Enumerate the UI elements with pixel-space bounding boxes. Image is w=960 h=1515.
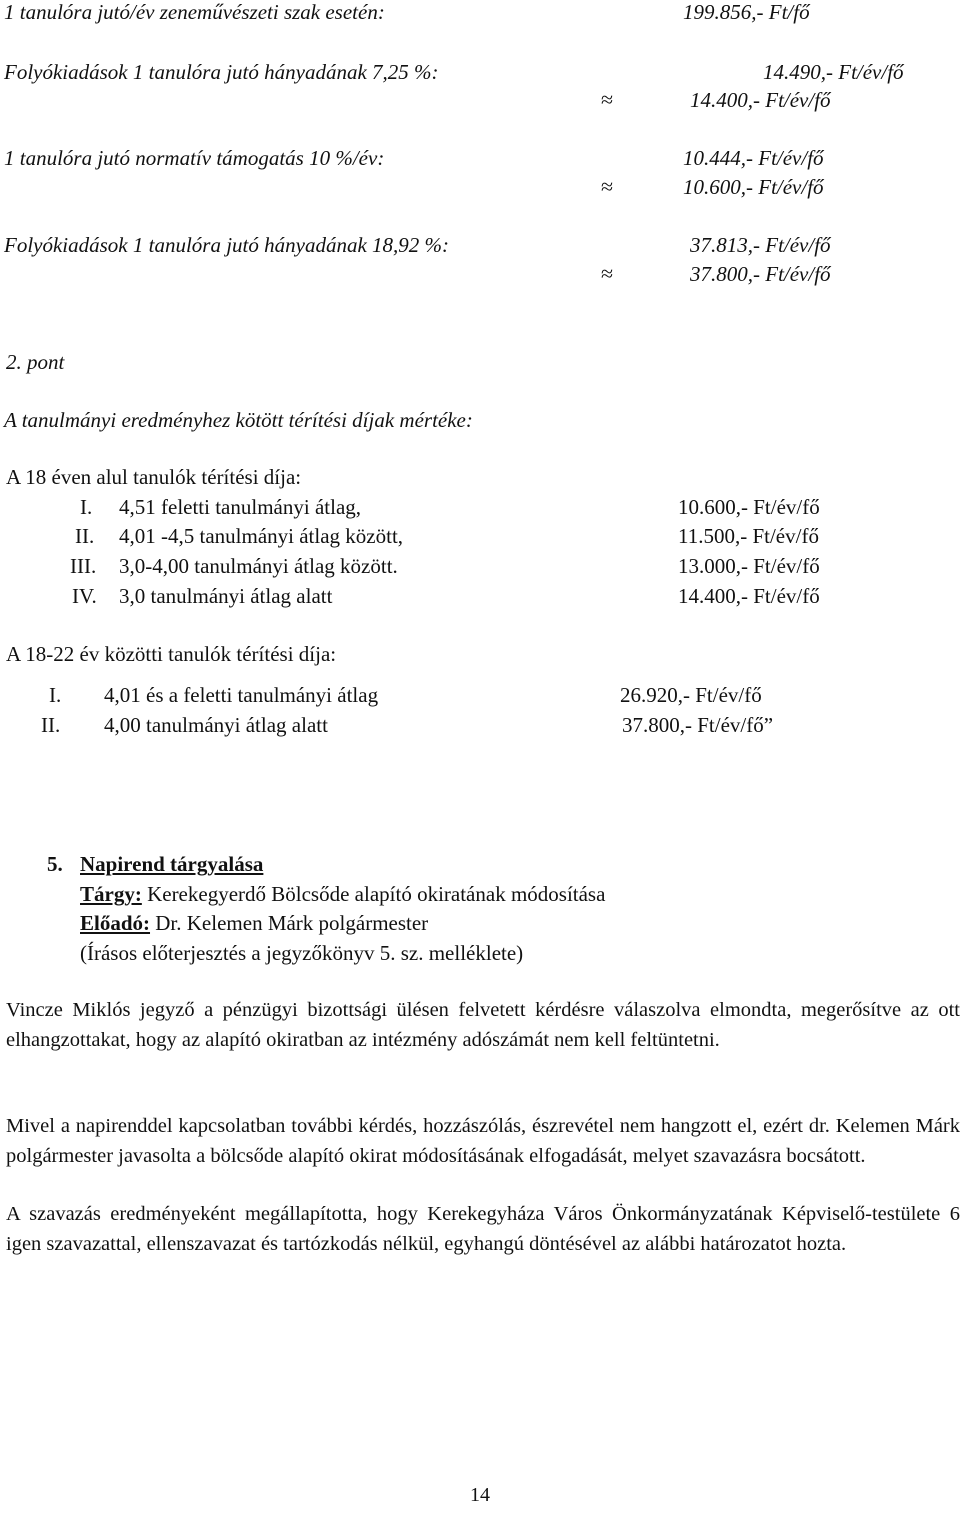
approx-symbol: ≈	[601, 174, 614, 199]
age18-22-row-value: 37.800,- Ft/év/fő”	[622, 713, 774, 737]
presenter-text: Dr. Kelemen Márk polgármester	[150, 911, 429, 935]
age18-22-label: A 18-22 év közötti tanulók térítési díja:	[6, 642, 337, 666]
approx-symbol: ≈	[601, 261, 614, 286]
under18-label: A 18 éven alul tanulók térítési díja:	[6, 465, 302, 489]
paragraph-1: Vincze Miklós jegyző a pénzügyi bizottsági ülésen felvetett kérdésre válaszolva elmondta, megerősítve az ott elhangzottakat, hogy az alapító okiratban az intézmény adószámát nem kell feltüntetni.	[6, 999, 960, 1051]
under18-row-value: 10.600,- Ft/év/fő	[678, 495, 820, 519]
calc-row3-label: 1 tanulóra jutó normatív támogatás 10 %/év:	[4, 146, 385, 170]
under18-row-num: III.	[70, 554, 97, 578]
under18-row-desc: 4,01 -4,5 tanulmányi átlag között,	[119, 524, 404, 548]
calc-row2-label: Folyókiadások 1 tanulóra jutó hányadának 7,25 %:	[4, 60, 439, 84]
paragraph-3: A szavazás eredményeként megállapította, hogy Kerekegyháza Város Önkormányzatának Képviselő-testülete 6 igen szavazattal, ellenszavazat és tartózkodás nélkül, egyhangú döntésével az alábbi határozatot hozta.	[6, 1203, 960, 1255]
under18-row-desc: 3,0-4,00 tanulmányi átlag között.	[119, 554, 398, 578]
calc-row2-value: 14.490,- Ft/év/fő	[763, 60, 904, 84]
page-number: 14	[470, 1484, 490, 1506]
under18-row-value: 13.000,- Ft/év/fő	[678, 554, 820, 578]
calc-row4-approx-value: 37.800,- Ft/év/fő	[690, 262, 831, 286]
under18-row-num: IV.	[72, 584, 97, 608]
under18-row-num: II.	[75, 524, 95, 548]
point2-heading: 2. pont	[6, 350, 65, 374]
under18-row-desc: 4,51 feletti tanulmányi átlag,	[119, 495, 362, 519]
subject-label: Tárgy:	[80, 882, 142, 906]
under18-row-desc: 3,0 tanulmányi átlag alatt	[119, 584, 333, 608]
age18-22-row-desc: 4,01 és a feletti tanulmányi átlag	[104, 683, 379, 707]
under18-row-value: 14.400,- Ft/év/fő	[678, 584, 820, 608]
age18-22-row-desc: 4,00 tanulmányi átlag alatt	[104, 713, 328, 737]
agenda-presenter	[80, 911, 428, 936]
calc-row1-label: 1 tanulóra jutó/év zeneművészeti szak esetén:	[4, 0, 385, 24]
calc-row4-label: Folyókiadások 1 tanulóra jutó hányadának 18,92 %:	[4, 233, 450, 257]
agenda-number: 5.	[47, 852, 63, 876]
under18-row-num: I.	[80, 495, 93, 519]
under18-row-value: 11.500,- Ft/év/fő	[678, 524, 819, 548]
presenter-label: Előadó:	[80, 911, 151, 935]
calc-row2-approx-value: 14.400,- Ft/év/fő	[690, 88, 831, 112]
calc-row3-value: 10.444,- Ft/év/fő	[683, 146, 824, 170]
age18-22-row-value: 26.920,- Ft/év/fő	[620, 683, 762, 707]
agenda-attachment: (Írásos előterjesztés a jegyzőkönyv 5. sz. melléklete)	[80, 941, 524, 965]
calc-row1-value: 199.856,- Ft/fő	[683, 0, 810, 24]
approx-symbol: ≈	[601, 87, 614, 112]
agenda-title: Napirend tárgyalása	[80, 852, 264, 876]
calc-row4-value: 37.813,- Ft/év/fő	[690, 233, 831, 257]
paragraph-2: Mivel a napirenddel kapcsolatban további kérdés, hozzászólás, észrevétel nem hangzott el, ezért dr. Kelemen Márk polgármester javasolta a bölcsőde alapító okirat módosításának elfogadását, melyet szavazásra bocsátott.	[6, 1115, 960, 1167]
age18-22-row-num: II.	[41, 713, 61, 737]
calc-row3-approx-value: 10.600,- Ft/év/fő	[683, 175, 824, 199]
point2-title: A tanulmányi eredményhez kötött térítési díjak mértéke:	[4, 408, 473, 432]
subject-text: Kerekegyerdő Bölcsőde alapító okiratának módosítása	[141, 882, 606, 906]
age18-22-row-num: I.	[49, 683, 62, 707]
agenda-subject	[80, 882, 605, 907]
